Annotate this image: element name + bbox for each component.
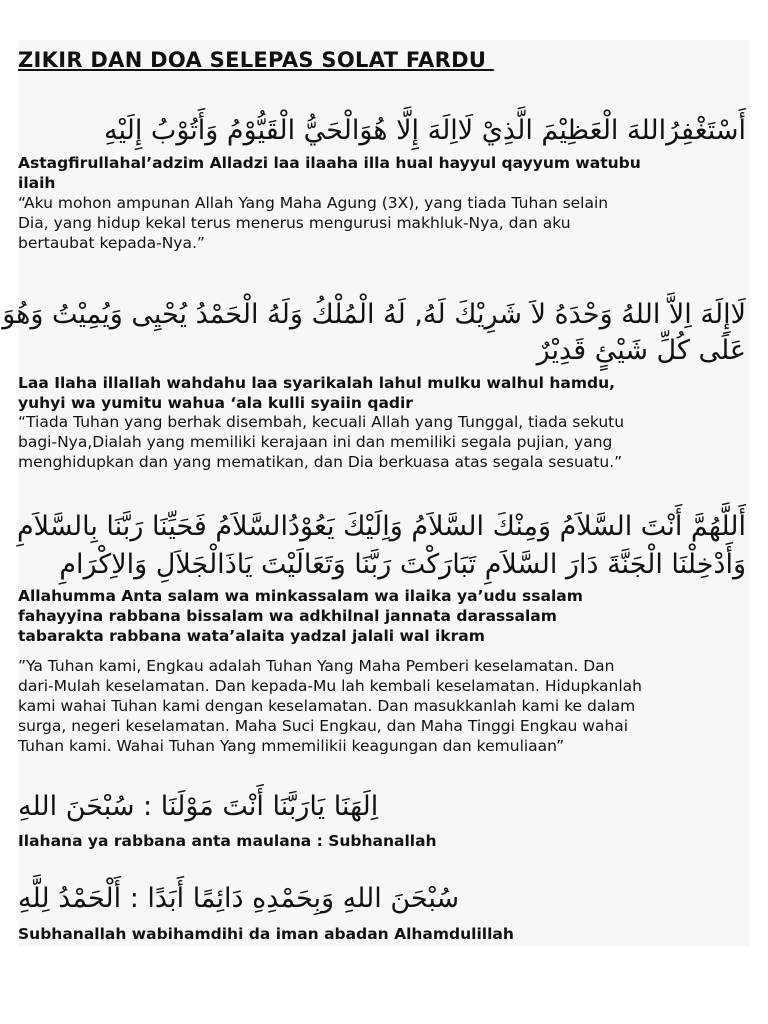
latin-line: Astagfirullahal’adzim Alladzi laa ilaaha illa hual hayyul qayyum watubu	[18, 154, 641, 172]
latin-transliteration-3	[18, 586, 583, 646]
arabic-line: عَلَى كُلِّ شَيْئٍ قَدِيْرٌ	[536, 335, 746, 366]
arabic-text-3	[18, 506, 746, 586]
arabic-line: أَسْتَغْفِرُاللهَ الْعَظِيْمَ الَّذِيْ لَااِلَهَ إِلَّا هُوَالْحَيُّ الْقَيُّوْمُ وَأَتُوْبُ إِلَيْهِ	[103, 115, 746, 146]
translation-line: bagi-Nya,Dialah yang memiliki kerajaan ini dan memiliki segala pujian, yang	[18, 433, 613, 451]
latin-line: yuhyi wa yumitu wahua ‘ala kulli syaiin qadir	[18, 394, 413, 412]
translation-line: surga, negeri keselamatan. Maha Suci Engkau, dan Maha Tinggi Engkau wahai	[18, 717, 629, 735]
latin-line: Laa Ilaha illallah wahdahu laa syarikalah lahul mulku walhul hamdu,	[18, 374, 616, 392]
arabic-text-4	[18, 786, 378, 828]
arabic-line: وَأَدْخِلْنَا الْجَنَّةَ دَارَ السَّلاَمِ تَبَارَكْتَ رَبَّنَا وَتَعَالَيْتَ يَاذَالْجَلاَلِ وَالاِكْرَامِ	[59, 549, 746, 580]
translation-2	[18, 412, 624, 472]
translation-3	[18, 656, 642, 756]
translation-1	[18, 193, 608, 253]
page-title: ZIKIR DAN DOA SELEPAS SOLAT FARDU	[18, 48, 494, 72]
latin-transliteration-5	[18, 924, 514, 944]
latin-transliteration-2	[18, 373, 615, 413]
translation-line: menghidupkan dan yang mematikan, dan Dia berkuasa atas segala sesuatu.”	[18, 453, 623, 471]
arabic-text-2	[2, 294, 746, 372]
latin-line: ilaih	[18, 174, 56, 192]
arabic-line: سُبْحَنَ اللهِ وَبِحَمْدِهِ دَائِمًا أَبَدًا : أَلْحَمْدُ لِلَّهِ	[18, 883, 460, 914]
translation-line: ”Ya Tuhan kami, Engkau adalah Tuhan Yang Maha Pemberi keselamatan. Dan	[18, 657, 615, 675]
latin-line: fahayyina rabbana bissalam wa adkhilnal jannata darassalam	[18, 607, 557, 625]
latin-line: Ilahana ya rabbana anta maulana : Subhanallah	[18, 832, 437, 850]
translation-line: kami wahai Tuhan kami dengan keselamatan. Dan masukkanlah kami ke dalam	[18, 697, 636, 715]
latin-line: Allahumma Anta salam wa minkassalam wa ilaika ya’udu ssalam	[18, 587, 583, 605]
translation-line: bertaubat kepada-Nya.”	[18, 234, 205, 252]
arabic-text-1	[18, 110, 746, 152]
latin-transliteration-1	[18, 153, 641, 193]
translation-line: dari-Mulah keselamatan. Dan kepada-Mu lah kembali keselamatan. Hidupkanlah	[18, 677, 642, 695]
document-page	[2, 40, 750, 946]
arabic-line: لَاإِلَهَ اِلاَّ اللهُ وَحْدَهُ لاَ شَرِيْكَ لَهُ, لَهُ الْمُلْكُ وَلَهُ الْحَمْدُ يُحْيِى وَيُمِيْتُ وَهُوَ	[2, 299, 746, 330]
translation-line: “Tiada Tuhan yang berhak disembah, kecuali Allah yang Tunggal, tiada sekutu	[18, 413, 625, 431]
translation-line: Tuhan kami. Wahai Tuhan Yang mmemilikii keagungan dan kemuliaan”	[18, 737, 565, 755]
translation-line: “Aku mohon ampunan Allah Yang Maha Agung (3X), yang tiada Tuhan selain	[18, 194, 609, 212]
translation-line: Dia, yang hidup kekal terus menerus mengurusi makhluk-Nya, dan aku	[18, 214, 571, 232]
latin-line: tabarakta rabbana wata’alaita yadzal jalali wal ikram	[18, 627, 485, 645]
arabic-line: أَللَّهُمَّ أَنْتَ السَّلاَمُ وَمِنْكَ السَّلاَمُ وَاِلَيْكَ يَعُوْدُالسَّلاَمُ فَحَيِّنَا رَبَّنَا بِالسَّلاَمِ	[16, 511, 746, 542]
latin-transliteration-4	[18, 831, 437, 851]
arabic-line: اِلَهَنَا يَارَبَّنَا أَنْتَ مَوْلَنَا : سُبْحَنَ اللهِ	[18, 791, 379, 822]
arabic-text-5	[18, 878, 459, 920]
latin-line: Subhanallah wabihamdihi da iman abadan Alhamdulillah	[18, 925, 514, 943]
